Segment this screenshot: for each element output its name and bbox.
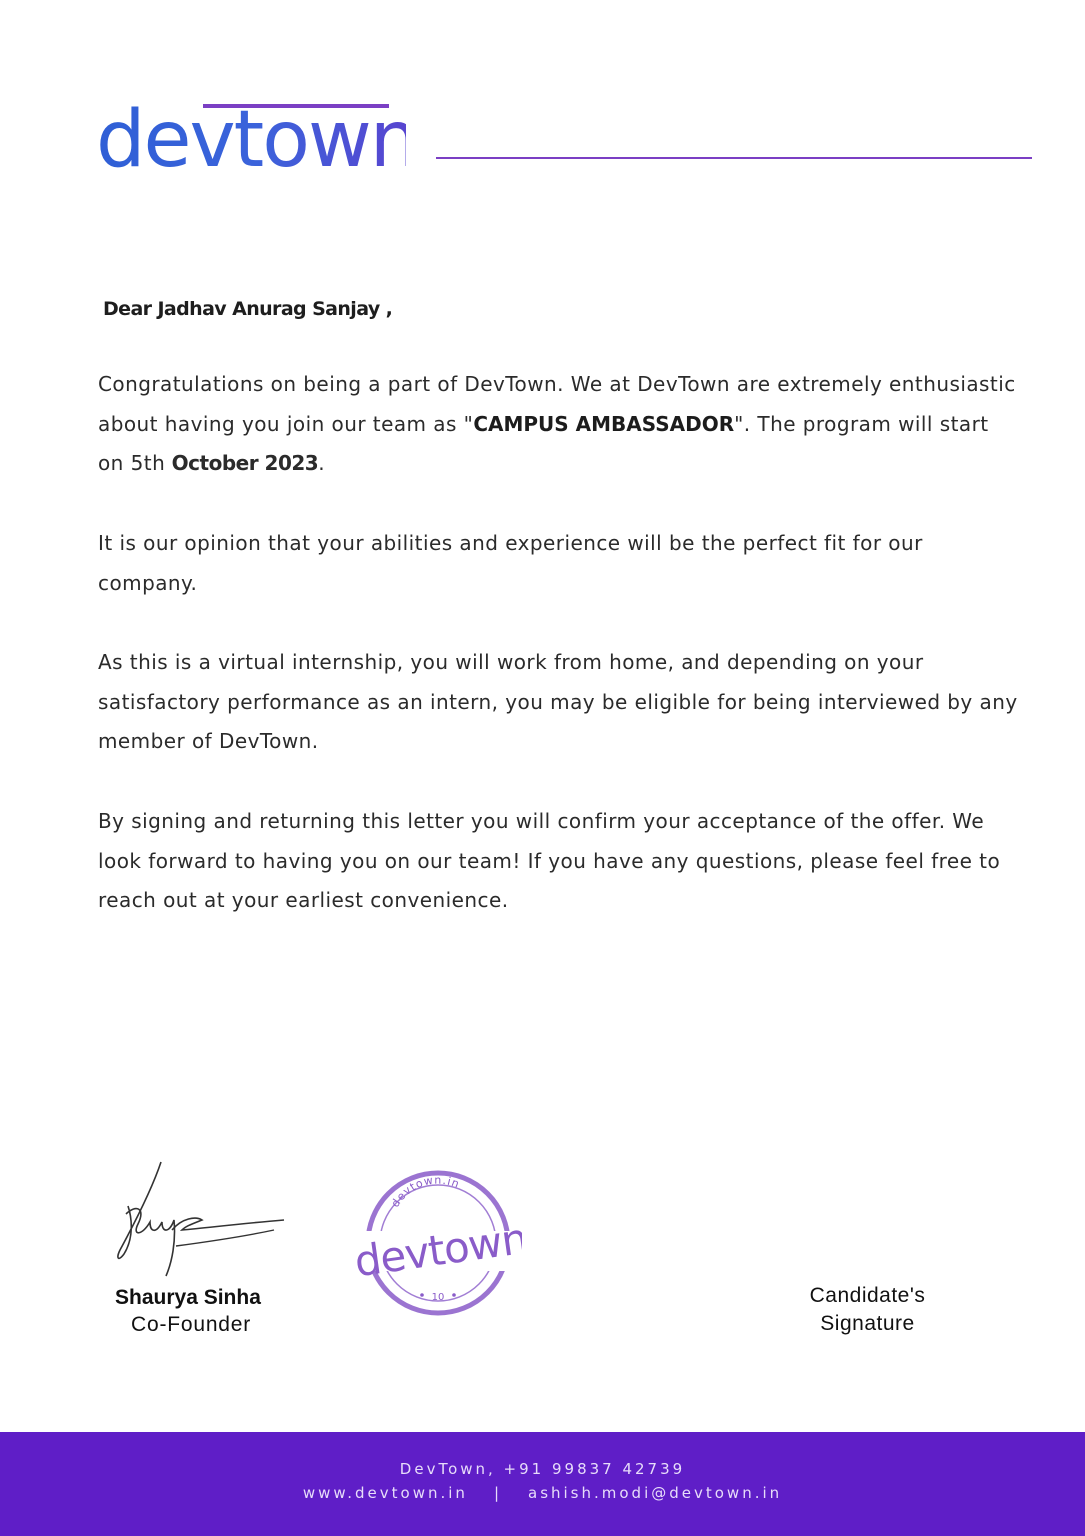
footer bbox=[0, 1432, 1085, 1536]
footer-contacts bbox=[0, 1484, 1085, 1502]
cofounder-signature bbox=[106, 1158, 291, 1282]
signer-title: Co-Founder bbox=[131, 1313, 252, 1336]
offer-mid: ". The program will start on bbox=[98, 411, 989, 475]
logo-text: devtown bbox=[96, 100, 406, 175]
paragraph-virtual-internship: As this is a virtual internship, you will work from home, and depending on your satisfactory performance as an intern, you may be eligible for being interviewed by any member of DevTown. bbox=[98, 650, 1018, 753]
candidate-signature-label bbox=[790, 1282, 945, 1338]
offer-end: . bbox=[318, 451, 326, 475]
offer-intro: Congratulations on being a part of DevTown. We at DevTown are extremely enthusiastic about having you join our team as " bbox=[98, 372, 1016, 436]
header-divider bbox=[436, 157, 1032, 159]
paragraph-acceptance: By signing and returning this letter you will confirm your acceptance of the offer. We look forward to having you on our team! If you have any questions, please feel free to reach out at your earliest convenience. bbox=[98, 809, 1001, 912]
paragraph-opinion: It is our opinion that your abilities and experience will be the perfect fit for our company. bbox=[98, 531, 923, 595]
devtown-logo-graphic bbox=[96, 100, 406, 175]
candidate-label-line2: Signature bbox=[820, 1312, 915, 1335]
company-stamp bbox=[352, 1165, 522, 1324]
start-day: 5th bbox=[130, 451, 166, 475]
signer-name: Shaurya Sinha bbox=[115, 1286, 261, 1309]
stamp-bottom-text: 10 bbox=[431, 1292, 445, 1303]
svg-text:devtown.in bbox=[389, 1174, 462, 1210]
footer-separator: | bbox=[493, 1484, 502, 1502]
start-month-year: October 2023 bbox=[165, 451, 319, 475]
devtown-logo bbox=[96, 100, 406, 179]
stamp-center-text: devtown bbox=[352, 1213, 522, 1287]
stamp-top-text: devtown.in bbox=[388, 1173, 462, 1210]
footer-website[interactable]: www.devtown.in bbox=[302, 1484, 468, 1502]
role-title: CAMPUS AMBASSADOR bbox=[473, 411, 735, 436]
footer-company-phone: DevTown, +91 99837 42739 bbox=[399, 1460, 686, 1478]
paragraph-offer bbox=[98, 365, 1018, 484]
candidate-label-line1: Candidate's bbox=[809, 1284, 926, 1307]
salutation: Dear Jadhav Anurag Sanjay , bbox=[103, 298, 393, 320]
footer-email[interactable]: ashish.modi@devtown.in bbox=[528, 1484, 783, 1502]
